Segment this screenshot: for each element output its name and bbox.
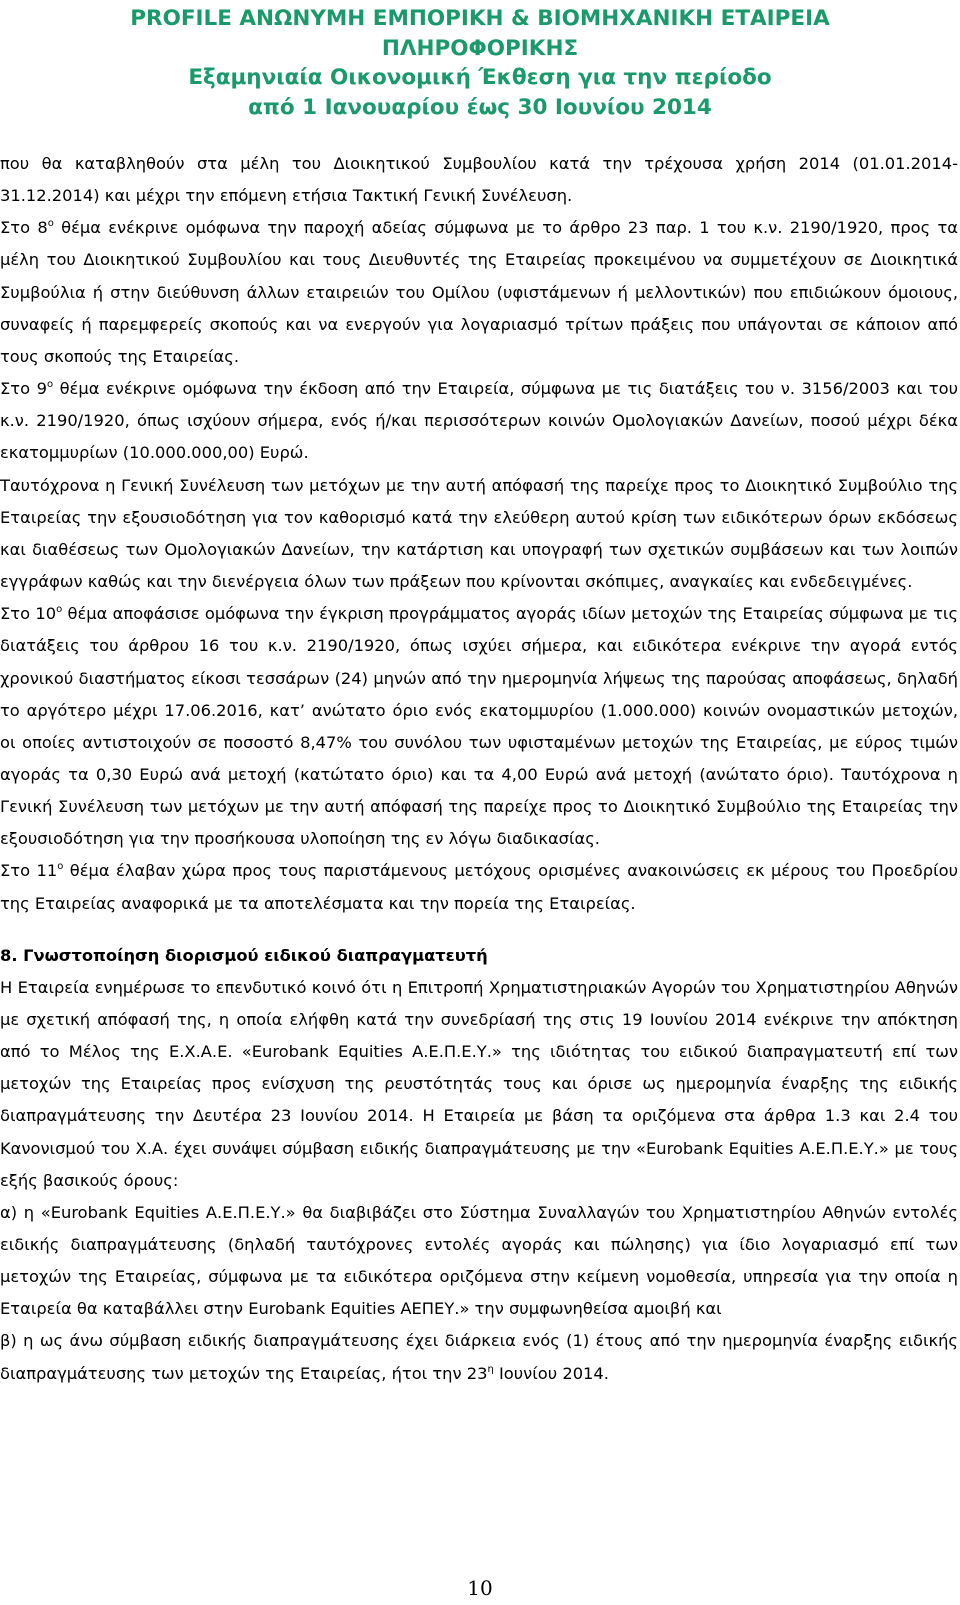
company-name-line2: ΠΛΗΡΟΦΟΡΙΚΗΣ [381,35,579,61]
section-spacer [0,920,958,940]
ordinal-superscript: ο [57,861,64,873]
section-heading-market-maker: 8. Γνωστοποίηση διορισμού ειδικού διαπραγματευτή [0,945,488,965]
item-8-prefix: Στο 8 [0,218,48,238]
paragraph-item-11 [0,855,958,919]
paragraph-item-8 [0,212,958,373]
ordinal-superscript: ο [56,604,63,616]
paragraph-market-maker-intro: Η Εταιρεία ενημέρωσε το επενδυτικό κοινό ότι η Επιτροπή Χρηματιστηριακών Αγορών του Χρηματιστηρίου Αθηνών με σχετική απόφασή της, η οποία ελήφθη κατά την συνεδρίασή της στις 19 Ιουνίου 2014 ενέκρινε την απόκτηση από το Μέλος της Ε.Χ.Α.Ε. «Eurobank Equities Α.Ε.Π.Ε.Υ.» της ιδιότητας του ειδικού διαπραγματευτή επί των μετοχών της Εταιρείας προς ενίσχυση της ρευστότητάς τους και όρισε ως ημερομηνία έναρξης της ειδικής διαπραγμάτευσης την Δευτέρα 23 Ιουνίου 2014. Η Εταιρεία με βάση τα οριζόμενα στα άρθρα 1.3 και 2.4 του Κανονισμού του Χ.Α. έχει συνάψει σύμβαση ειδικής διαπραγμάτευσης με την «Eurobank Equities Α.Ε.Π.Ε.Υ.» με τους εξής βασικούς όρους: [0,977,958,1190]
paragraph-term-a: α) η «Eurobank Equities Α.Ε.Π.Ε.Υ.» θα διαβιβάζει στο Σύστημα Συναλλαγών του Χρηματιστηρίου Αθηνών εντολές ειδικής διαπραγμάτευσης (δηλαδή ταυτόχρονες εντολές αγοράς και πώλησης) για ίδιο λογαριασμό επί των μετοχών της Εταιρείας, σύμφωνα με τα ειδικότερα οριζόμενα στην κείμενη νομοθεσία, υπηρεσία για την οποία η Εταιρεία θα καταβάλλει στην Eurobank Equities ΑΕΠΕΥ.» την συμφωνηθείσα αμοιβή και [0,1202,958,1319]
paragraph-term-b [0,1325,958,1389]
item-8-text: θέμα ενέκρινε ομόφωνα την παροχή αδείας σύμφωνα με το άρθρο 23 παρ. 1 του κ.ν. 2190/1920, προς τα μέλη του Διοικητικού Συμβουλίου και τους Διευθυντές της Εταιρείας προκειμένου να συμμετέχουν σε Διοικητικά Συμβούλια ή στην διεύθυνση άλλων εταιρειών του Ομίλου (υφιστάμενων ή μελλοντικών) που επιδιώκουν όμοιους, συναφείς ή παρεμφερείς σκοπούς και να ενεργούν για λογαριασμό τρίτων πράξεις που υπάγονται σε κάποιον από τους σκοπούς της Εταιρείας. [0,218,958,366]
company-name-line1: PROFILE ΑΝΩΝΥΜΗ ΕΜΠΟΡΙΚΗ & ΒΙΟΜΗΧΑΝΙΚΗ ΕΤΑΙΡΕΙΑ [130,6,830,31]
item-11-text: θέμα έλαβαν χώρα προς τους παριστάμενους μετόχους ορισμένες ανακοινώσεις εκ μέρους του Προεδρίου της Εταιρείας αναφορικά με τα αποτελέσματα και την πορεία της Εταιρείας. [0,861,958,913]
paragraph-remuneration-continued: που θα καταβληθούν στα μέλη του Διοικητικού Συμβουλίου κατά την τρέχουσα χρήση 2014 (01.01.2014-31.12.2014) και μέχρι την επόμενη ετήσια Τακτική Γενική Συνέλευση. [0,154,958,206]
page-number: 10 [467,1576,493,1600]
paragraph-bond-authorization: Ταυτόχρονα η Γενική Συνέλευση των μετόχων με την αυτή απόφασή της παρείχε προς το Διοικητικό Συμβούλιο της Εταιρείας την εξουσιοδότηση για τον καθορισμό κατά την ελεύθερη αυτού κρίση των ειδικότερων όρων εκδόσεως και διαθέσεως των Ομολογιακών Δανείων, την κατάρτιση και υπογραφή των σχετικών συμβάσεων και των λοιπών εγγράφων καθώς και την διενέργεια όλων των πράξεων που κρίνονται σκόπιμες, αναγκαίες και ενδεδειγμένες. [0,475,958,592]
document-body [0,148,958,1390]
item-9-prefix: Στο 9 [0,379,47,399]
item-10-prefix: Στο 10 [0,604,57,624]
ordinal-superscript: ο [47,218,54,230]
report-title-line2: από 1 Ιανουαρίου έως 30 Ιουνίου 2014 [248,94,712,120]
item-11-prefix: Στο 11 [0,861,58,881]
report-title-line1: Εξαμηνιαία Οικονομική Έκθεση για την περίοδο [188,65,772,90]
ordinal-superscript: ο [46,379,54,391]
document-header [0,4,960,122]
term-b-date: Ιουνίου 2014. [493,1363,609,1383]
item-9-text: θέμα ενέκρινε ομόφωνα την έκδοση από την Εταιρεία, σύμφωνα με τις διατάξεις του ν. 3156/2003 και του κ.ν. 2190/1920, όπως ισχύουν σήμερα, ενός ή/και περισσότερων κοινών Ομολογιακών Δανείων, ποσού μέχρι δέκα εκατομμυρίων (10.000.000,00) Ευρώ. [0,379,958,463]
term-b-text: β) η ως άνω σύμβαση ειδικής διαπραγμάτευσης έχει διάρκεια ενός (1) έτους από την ημερομηνία έναρξης ειδικής διαπραγμάτευσης των μετοχών της Εταιρείας, ήτοι την 23 [0,1331,958,1383]
ordinal-superscript: η [487,1363,494,1375]
item-10-text: θέμα αποφάσισε ομόφωνα την έγκριση προγράμματος αγοράς ιδίων μετοχών της Εταιρείας σύμφωνα με τις διατάξεις του άρθρου 16 του κ.ν. 2190/1920, όπως ισχύει σήμερα, και ειδικότερα ενέκρινε την αγορά εντός χρονικού διαστήματος είκοσι τεσσάρων (24) μηνών από την ημερομηνία λήψεως της παρούσας αποφάσεως, δηλαδή το αργότερο μέχρι 17.06.2016, κατ’ ανώτατο όριο ενός εκατομμυρίου (1.000.000) κοινών ονομαστικών μετοχών, οι οποίες αντιστοιχούν σε ποσοστό 8,47% του συνόλου των υφισταμένων μετοχών της Εταιρείας, με εύρος τιμών αγοράς τα 0,30 Ευρώ ανά μετοχή (κατώτατο όριο) και τα 4,00 Ευρώ ανά μετοχή (ανώτατο όριο). Ταυτόχρονα η Γενική Συνέλευση των μετόχων με την αυτή απόφασή της παρείχε προς το Διοικητικό Συμβούλιο της Εταιρείας την εξουσιοδότηση για την προσήκουσα υλοποίηση της εν λόγω διαδικασίας. [0,604,958,849]
paragraph-item-9 [0,373,958,469]
paragraph-item-10 [0,598,958,855]
